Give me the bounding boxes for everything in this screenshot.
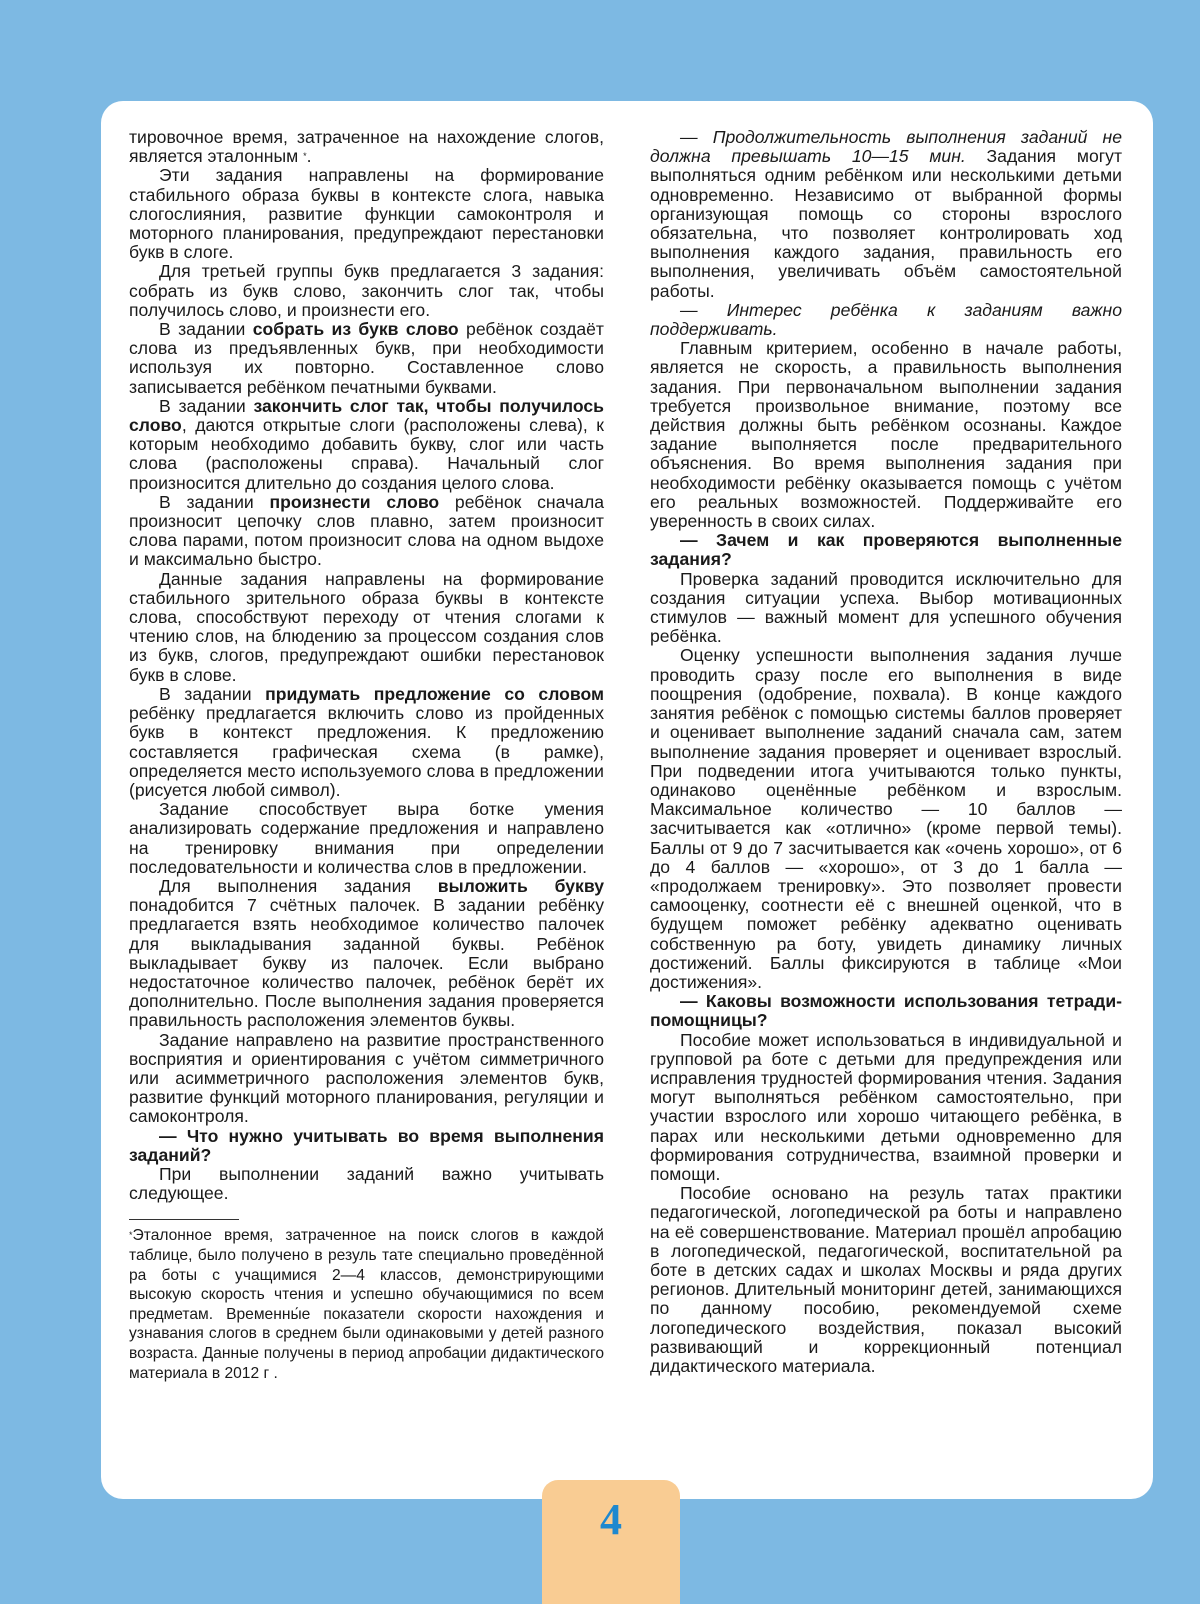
paragraph: тировочное время, затраченное на нахождение слогов, является эталонным *.: [129, 127, 604, 167]
paragraph: В задании закончить слог так, чтобы получилось слово, даются открытые слоги (расположены слева), к которым необходимо добавить букву, слог или часть слова (расположены справа). Начальный слог произносится длительно до создания целого слова.: [129, 395, 604, 493]
section-heading: — Каковы возможности использования тетради-помощницы?: [650, 991, 1122, 1031]
paragraph: Проверка заданий проводится исключительно для создания ситуации успеха. Выбор мотивационных стимулов — важный момент для успешного обучения ребёнка.: [650, 568, 1122, 647]
paragraph: Для третьей группы букв предлагается 3 задания: собрать из букв слово, закончить слог так, чтобы получилось слово, и произнести его.: [129, 261, 604, 320]
paragraph: Данные задания направлены на формирование стабильного зрительного образа буквы в контексте слова, способствуют переходу от чтения слогами к чтению слов, на блюдению за процессом создания слов из букв, слогов, предупреждают ошибки перестановок букв в слове.: [129, 568, 604, 685]
paragraph: При выполнении заданий важно учитывать следующее.: [129, 1163, 604, 1204]
paragraph: — Продолжительность выполнения заданий не должна превышать 10—15 мин. Задания могут выполняться одним ребёнком или несколькими детьми одновременно. Независимо от выбранной формы организующая помощь со стороны взрослого обязательна, что позволяет контролировать ход выполнения каждого задания, правильность его выполнения, увеличивать объём самостоятельной работы.: [650, 127, 1122, 301]
paragraph: Главным критерием, особенно в начале работы, является не скорость, а правильность выполнения задания. При первоначальном выполнении задания требуется произвольное внимание, поэтому все действия должны быть ребёнком осознаны. Каждое задание выполняется после предварительного объяснения. Во время выполнения задания при необходимости ребёнку оказывается помощь с учётом его реальных возможностей. Поддерживайте его уверенность в своих силах.: [650, 338, 1122, 532]
paragraph: Оценку успешности выполнения задания лучше проводить сразу после его выполнения в виде поощрения (одобрение, похвала). В конце каждого занятия ребёнок с помощью системы баллов проверяет и оценивает выполнение заданий сначала сам, затем выполнение задания проверяет и оценивает взрослый. При подведении итога учитываются только пункты, одинаково оценённые ребёнком и взрослым. Максимальное количество — 10 баллов — засчитывается как «отлично» (кроме первой темы). Баллы от 9 до 7 засчитывается как «очень хорошо», от 6 до 4 баллов — «хорошо», от 3 до 1 балла — «продолжаем тренировку». Это позволяет провести самооценку, соотнести её с внешней оценкой, что в будущем поможет ребёнку адекватно оценивать собственную ра боту, увидеть динамику личных достижений. Баллы фиксируются в таблице «Мои достижения».: [650, 645, 1122, 992]
right-column: [650, 128, 1122, 1376]
left-column: [129, 128, 604, 1383]
paragraph: Задание способствует выра ботке умения анализировать содержание предложения и направлено на тренировку внимания при определении последовательности и количества слов в предложении.: [129, 799, 604, 877]
paragraph: В задании произнести слово ребёнок сначала произносит цепочку слов плавно, затем произносит слова парами, потом произносит слова на одном выдохе и максимально быстро.: [129, 491, 604, 570]
footnote-divider: [129, 1219, 239, 1220]
paragraph: В задании собрать из букв слово ребёнок создаёт слова из предъявленных букв, при необходимости используя их повторно. Составленное слово записывается ребёнком печатными буквами.: [129, 319, 604, 397]
paragraph: Для выполнения задания выложить букву понадобится 7 счётных палочек. В задании ребёнку предлагается взять необходимое количество палочек для выкладывания заданной буквы. Ребёнок выкладывает букву из палочек. Если выбрано недостаточное количество палочек, ребёнок берёт их дополнительно. После выполнения задания проверяется правильность расположения элементов буквы.: [129, 875, 604, 1031]
footnote: [129, 1226, 604, 1383]
paragraph: Эти задания направлены на формирование стабильного образа буквы в контексте слога, навыка слогослияния, развитие функции самоконтроля и моторного планирования, предупреждают перестановки букв в слоге.: [129, 165, 604, 263]
paragraph: — Интерес ребёнка к заданиям важно поддерживать.: [650, 299, 1122, 340]
paragraph: В задании придумать предложение со словом ребёнку предлагается включить слово из пройденных букв в контекст предложения. К предложению составляется графическая схема (в рамке), определяется место используемого слова в предложении (рисуется любой символ).: [129, 683, 604, 800]
paragraph: Пособие основано на резуль татах практики педагогической, логопедической ра боты и направлено на её совершенствование. Материал прошёл апробацию в логопедической, педагогической, воспитательной ра боте в детских садах и школах Москвы и ряда других регионов. Длительный мониторинг детей, занимающихся по данному пособию, рекомендуемой схеме логопедического воздействия, показал высокий развивающий и коррекционный потенциал дидактического материала.: [650, 1183, 1122, 1376]
footnote-marker: *: [303, 151, 307, 162]
section-heading: — Зачем и как проверяются выполненные задания?: [650, 530, 1122, 570]
paragraph: Пособие может использоваться в индивидуальной и групповой ра боте с детьми для предупреждения или исправления трудностей формирования чтения. Задания могут выполняться ребёнком самостоятельно, при участии взрослого или хорошо читающего ребёнка, в парах или несколькими детьми одновременно для формирования сотрудничества, взаимной проверки и помощи.: [650, 1029, 1122, 1184]
footnote-text: Эталонное время, затраченное на поиск слогов в каждой таблице, было получено в резуль тате специально проведённой ра боты с учащимися 2—4 классов, демонстрирующими высокую скорость чтения и успешно обучающимися по всем предметам. Временны́е показатели скорости нахождения и узнавания слогов в среднем были одинаковыми у детей разного возраста. Данные получены в период апробации дидактического материала в 2012 г .: [129, 1227, 604, 1382]
section-heading: — Что нужно учитывать во время выполнения заданий?: [129, 1125, 604, 1165]
paragraph: Задание направлено на развитие пространственного восприятия и ориентирования с учётом симметричного или асимметричного расположения элементов букв, развитие функций моторного планирования, регуляции и самоконтроля.: [129, 1029, 604, 1127]
footnote-marker: *: [129, 1230, 133, 1241]
page-number: 4: [600, 1495, 622, 1544]
